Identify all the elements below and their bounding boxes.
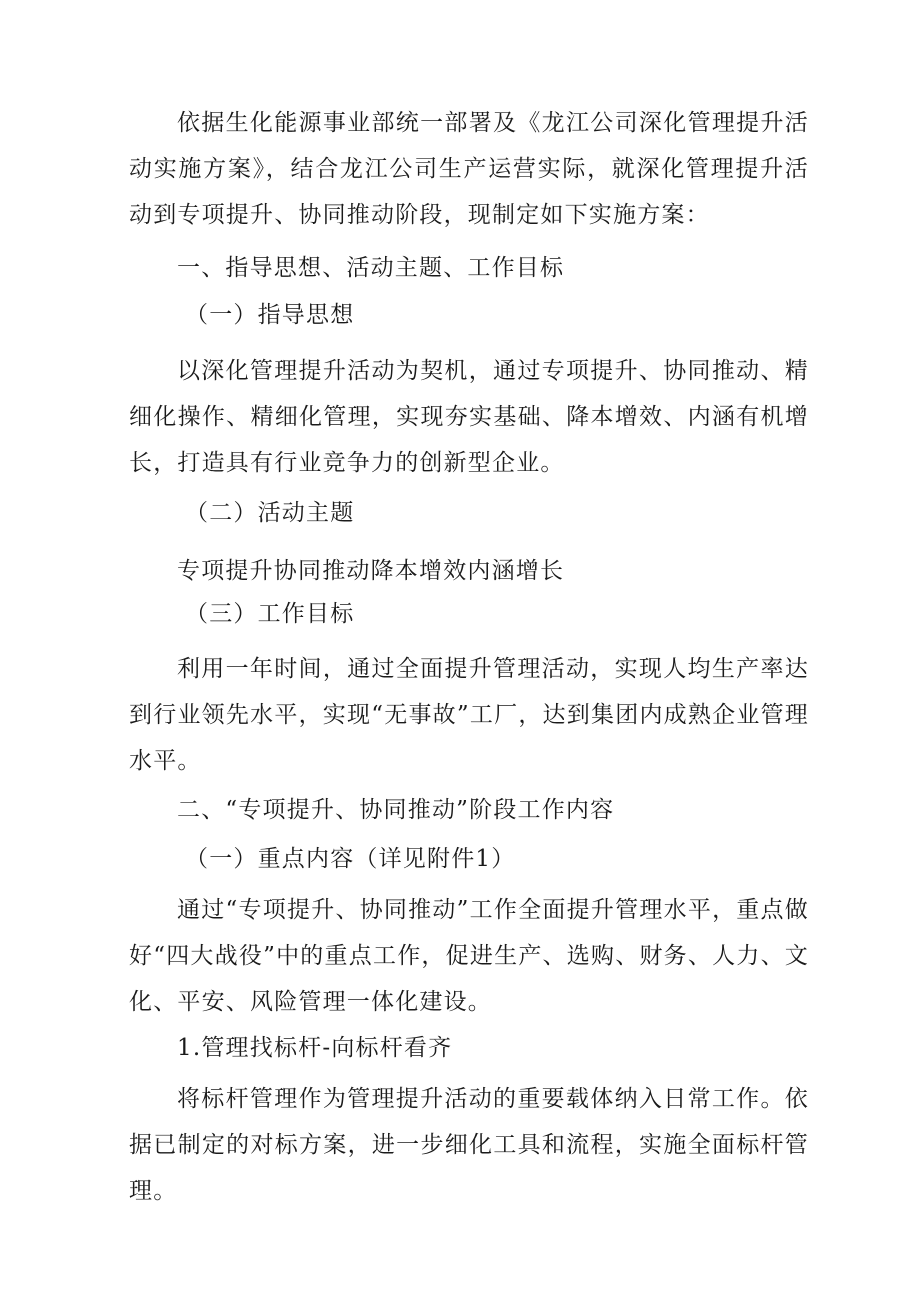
intro-paragraph: 依据生化能源事业部统一部署及《龙江公司深化管理提升活动实施方案》，结合龙江公司生产运营实际，就深化管理提升活动到专项提升、协同推动阶段，现制定如下实施方案： xyxy=(129,110,809,228)
subsection-2-body: 专项提升协同推动降本增效内涵增长 xyxy=(177,558,565,584)
subsection-1-body: 以深化管理提升活动为契机，通过专项提升、协同推动、精细化操作、精细化管理，实现夯实基础、降本增效、内涵有机增长，打造具有行业竞争力的创新型企业。 xyxy=(129,358,809,476)
section-1-heading: 一、指导思想、活动主题、工作目标 xyxy=(177,255,565,281)
section-2-heading: 二、“专项提升、协同推动”阶段工作内容 xyxy=(177,797,615,823)
section-2-subsection-1-heading: （一）重点内容（详见附件1） xyxy=(185,846,516,872)
subsection-3-heading: （三）工作目标 xyxy=(185,601,355,627)
item-1-body: 将标杆管理作为管理提升活动的重要载体纳入日常工作。依据已制定的对标方案，进一步细化工具和流程，实施全面标杆管理。 xyxy=(129,1086,809,1204)
subsection-1-heading: （一）指导思想 xyxy=(185,302,355,328)
item-1-heading: 1.管理找标杆-向标杆看齐 xyxy=(177,1035,453,1061)
subsection-3-body: 利用一年时间，通过全面提升管理活动，实现人均生产率达到行业领先水平，实现“无事故”工厂，达到集团内成熟企业管理水平。 xyxy=(129,656,809,774)
subsection-2-heading: （二）活动主题 xyxy=(185,500,355,526)
section-2-subsection-1-body: 通过“专项提升、协同推动”工作全面提升管理水平，重点做好“四大战役”中的重点工作，促进生产、选购、财务、人力、文化、平安、风险管理一体化建设。 xyxy=(129,897,809,1015)
